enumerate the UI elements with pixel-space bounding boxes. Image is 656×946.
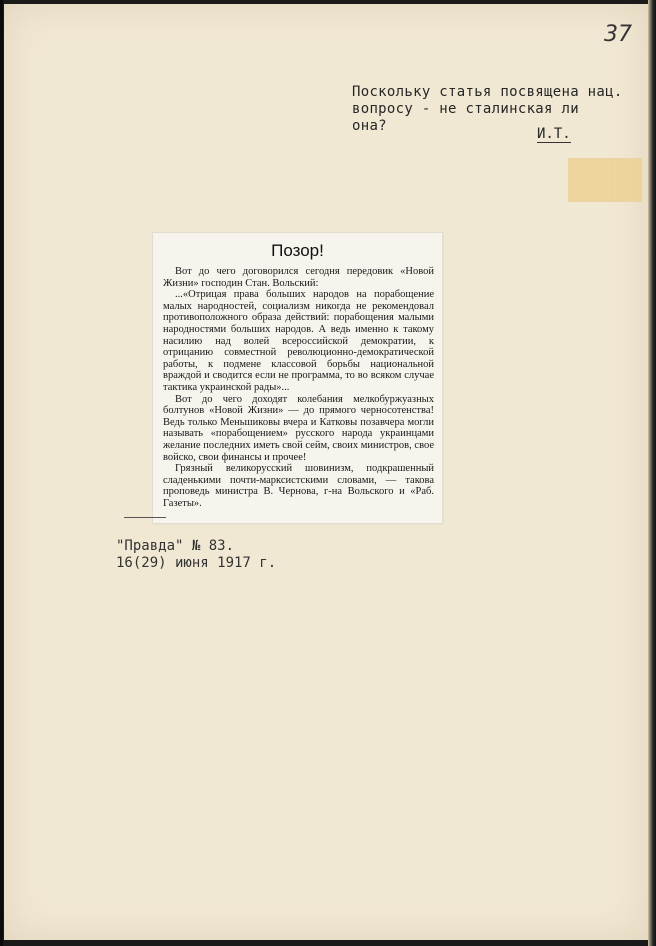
- source-date: 16(29) июня 1917 г.: [116, 555, 277, 571]
- note-line: вопросу - не сталинская ли: [352, 101, 579, 117]
- scan-edge-right: [648, 0, 656, 946]
- page-number: 37: [604, 22, 632, 47]
- note-line: она?: [352, 118, 387, 134]
- clipping-paragraph: Вот до чего договорился сегодня передовик «Новой Жизни» господин Стан. Вольский:: [163, 266, 434, 289]
- clipping-title: Позор!: [271, 241, 324, 260]
- clipping-paragraph: Вот до чего доходят колебания мелкобуржуазных болтунов «Новой Жизни» — до прямого черносотенства! Ведь только Меньшиковы вчера и Катковы позавчера могли называть «порабощением» русского народа украинцами желание последних иметь свой сейм, своих министров, свое войско, свои финансы и прочее!: [163, 393, 434, 463]
- note-initials: [537, 126, 571, 142]
- newspaper-clipping: [153, 233, 442, 523]
- clipping-divider: [124, 517, 166, 518]
- note-line: Поскольку статья посвящена нац.: [352, 84, 623, 100]
- scan-edge-left: [0, 0, 3, 946]
- clipping-paragraph: ...«Отрицая права больших народов на порабощение малых народностей, социализм никогда не рекомендовал противоположного образа действий: порабощения малыми народностями больших народов. А ведь именно к такому насилию над волей всероссийской демократии, к отрицанию совместной революционно-демократической работы, к подмене классовой борьбы национальной враждой и сводится если не программа, то во всяком случае тактика украинской рады»...: [163, 289, 434, 393]
- source-citation: [116, 538, 276, 572]
- clipping-body: [163, 266, 434, 509]
- clipping-paragraph: Грязный великорусский шовинизм, подкрашенный сладенькими почти-марксистскими словами, — такова проповедь министра В. Чернова, г-на Вольского и «Раб. Газеты».: [163, 463, 434, 509]
- marginal-typed-note: [352, 84, 632, 135]
- initials-text: И.Т.: [537, 126, 571, 142]
- source-newspaper: "Правда" № 83.: [116, 538, 235, 554]
- tape-mark: [568, 158, 642, 202]
